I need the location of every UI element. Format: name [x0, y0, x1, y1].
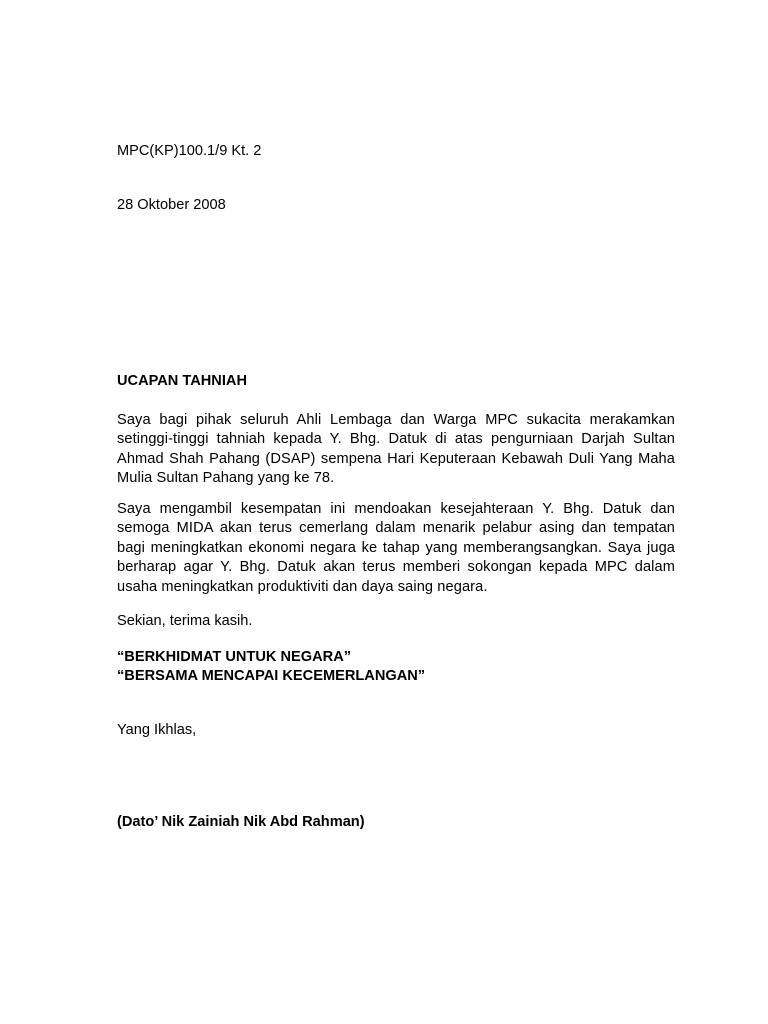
body-paragraph-1: Saya bagi pihak seluruh Ahli Lembaga dan Warga MPC sukacita merakamkan setinggi-tinggi tahniah kepada Y. Bhg. Datuk di atas pengurniaan Darjah Sultan Ahmad Shah Pahang (DSAP) sempena Hari Keputeraan Kebawah Duli Yang Maha Mulia Sultan Pahang yang ke 78. — [117, 412, 675, 487]
body-paragraph-2: Saya mengambil kesempatan ini mendoakan kesejahteraan Y. Bhg. Datuk dan semoga MIDA akan terus cemerlang dalam menarik pelabur asing dan tempatan bagi meningkatkan ekonomi negara ke tahap yang memberangsangkan. Saya juga berharap agar Y. Bhg. Datuk akan terus memberi sokongan kepada MPC dalam usaha meningkatkan produktiviti dan daya saing negara. — [117, 501, 675, 595]
motto — [117, 648, 675, 687]
motto-line-1: “BERKHIDMAT UNTUK NEGARA” — [117, 649, 352, 665]
closing-line: Sekian, terima kasih. — [117, 613, 253, 629]
letter-heading: UCAPAN TAHNIAH — [117, 373, 247, 389]
motto-line-2: “BERSAMA MENCAPAI KECEMERLANGAN” — [117, 668, 426, 685]
letter-date: 28 Oktober 2008 — [117, 197, 226, 213]
regards-line: Yang Ikhlas, — [117, 722, 197, 738]
reference-number: MPC(KP)100.1/9 Kt. 2 — [117, 143, 262, 159]
signatory-name: (Dato’ Nik Zainiah Nik Abd Rahman) — [117, 814, 365, 830]
